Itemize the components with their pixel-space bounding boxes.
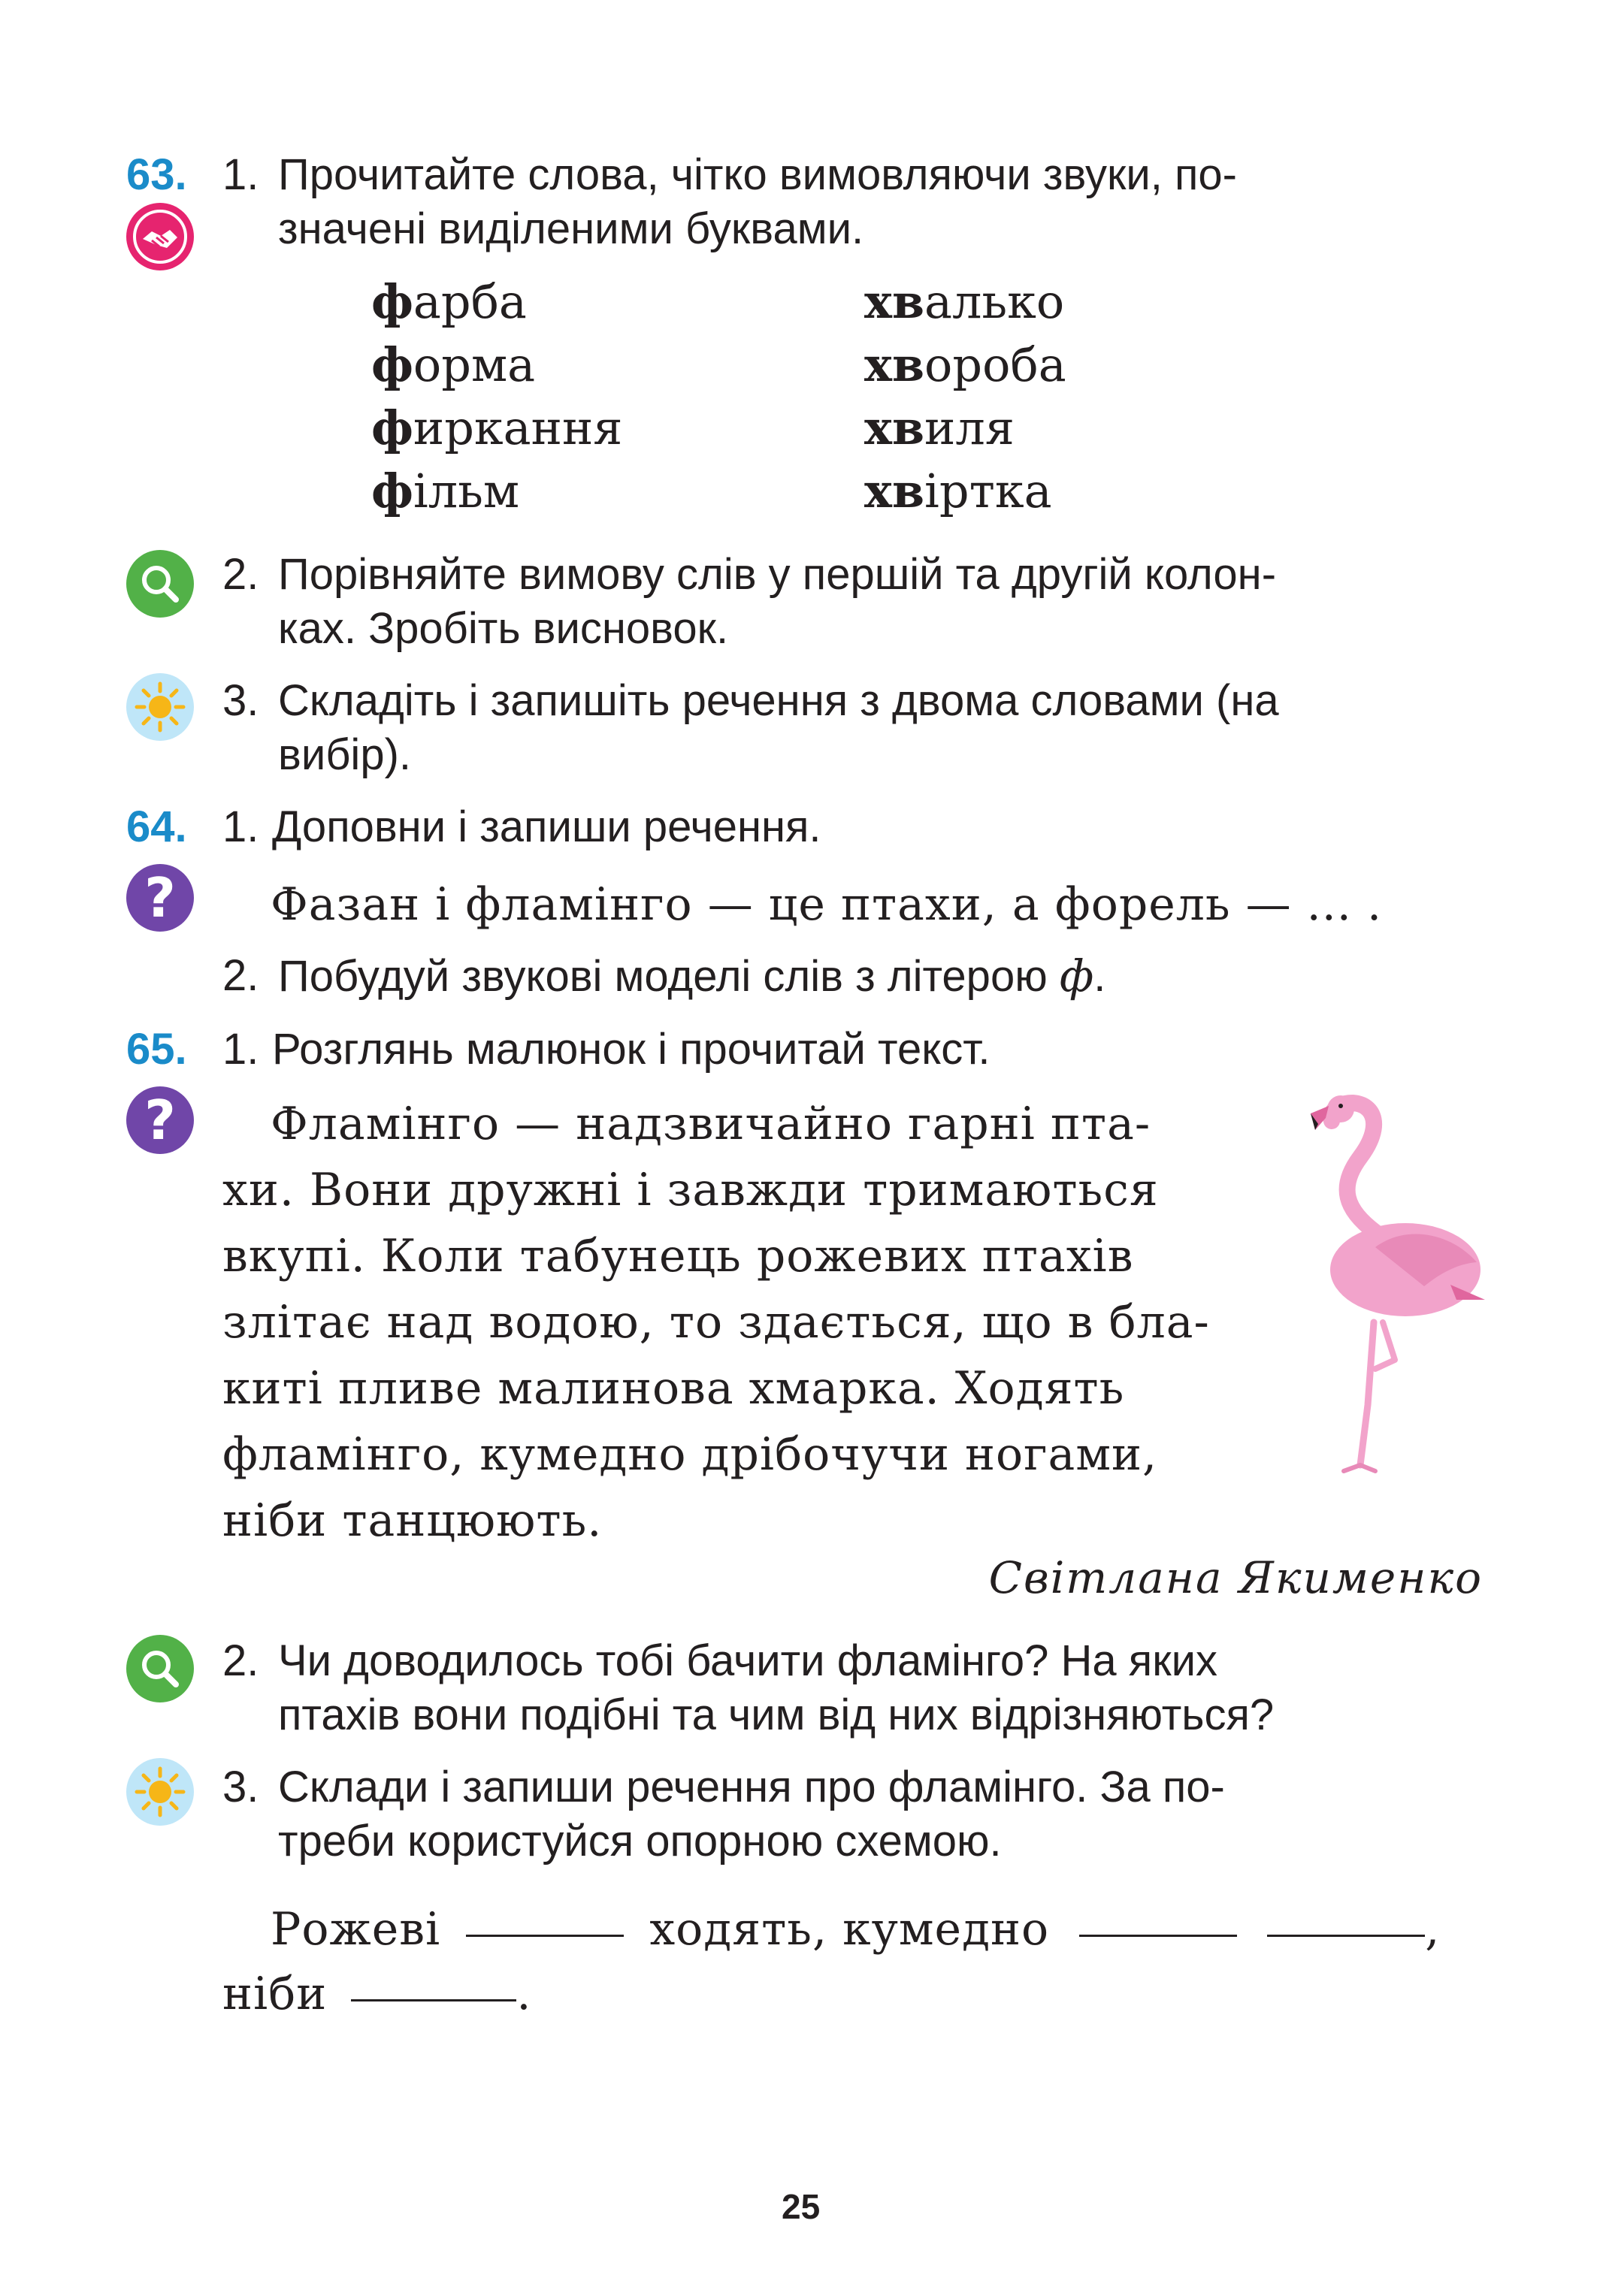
task-text: Доповни і запиши речення. [272, 802, 821, 851]
page-number: 25 [782, 2187, 821, 2226]
text-line: Фламінго — надзвичайно гарні пта- [271, 1098, 1151, 1150]
task-text: ках. Зробіть висновок. [278, 604, 729, 653]
task-text: вибір). [278, 730, 412, 779]
word-item: хвалько [864, 274, 1065, 329]
task-number: 3. [222, 676, 259, 725]
task-text: Чи доводилось тобі бачити фламінго? На яких [278, 1636, 1217, 1685]
task-text: Прочитайте слова, чітко вимовляючи звуки, по- [278, 150, 1237, 199]
blank [351, 1999, 516, 2001]
letter-f: ф [1059, 950, 1094, 1001]
exercise-number-64: 64. [126, 802, 187, 851]
task-text: Склади і запиши речення про фламінго. За по- [278, 1763, 1225, 1811]
sentence-to-complete: Фазан і фламінго — це птахи, а форель — ... . [271, 878, 1383, 931]
text-line: фламінго, кумедно дрібочучи ногами, [222, 1428, 1158, 1481]
sun-icon [126, 673, 194, 741]
task-text: Розглянь малюнок і прочитай текст. [272, 1025, 991, 1074]
task-text: Побудуй звукові моделі слів з літерою ф. [278, 950, 1106, 1001]
blank [1079, 1935, 1237, 1937]
task-number: 2. [222, 550, 259, 599]
flamingo-illustration [1263, 1074, 1488, 1480]
word-item: фиркання [371, 400, 623, 455]
task-text: Складіть і запишіть речення з двома словами (на [278, 676, 1279, 725]
support-scheme-line-2: ніби . [222, 1968, 532, 2020]
word-item: фарба [371, 274, 527, 329]
blank [1267, 1935, 1425, 1937]
task-text: значені виділеними буквами. [278, 204, 864, 253]
word-item: хвіртка [864, 464, 1052, 518]
task-number: 2. [222, 1636, 259, 1685]
question-icon: ? [126, 864, 194, 932]
task-text: Порівняйте вимову слів у першій та другій колон- [278, 550, 1277, 599]
task-number: 1. [222, 1025, 259, 1074]
task-number: 2. [222, 951, 259, 1000]
reading-text [222, 1091, 1222, 1554]
text-line: вкупі. Коли табунець рожевих птахів [222, 1230, 1134, 1282]
magnifier-icon [126, 550, 194, 618]
exercise-number-63: 63. [126, 150, 187, 199]
support-scheme-line-1: Рожеві ходять, кумедно , [271, 1903, 1441, 1956]
word-item: хвиля [864, 400, 1015, 455]
task-text: треби користуйся опорною схемою. [278, 1817, 1002, 1866]
text-line: хи. Вони дружні і завжди тримаються [222, 1164, 1159, 1216]
word-item: форма [371, 337, 536, 392]
author: Світлана Якименко [988, 1552, 1483, 1603]
task-number: 1. [222, 802, 259, 851]
handshake-icon [126, 203, 194, 270]
magnifier-icon [126, 1635, 194, 1702]
task-number: 1. [222, 150, 259, 199]
word-item: хвороба [864, 337, 1066, 392]
task-number: 3. [222, 1763, 259, 1811]
text-line: киті пливе малинова хмарка. Ходять [222, 1362, 1125, 1415]
sun-icon [126, 1758, 194, 1826]
word-column-right [864, 270, 1240, 523]
text-line: злітає над водою, то здається, що в бла- [222, 1296, 1210, 1349]
text-line: ніби танцюють. [222, 1494, 603, 1547]
blank [466, 1935, 624, 1937]
word-column-left [371, 270, 747, 523]
task-text: птахів вони подібні та чим від них відрізняються? [278, 1690, 1275, 1739]
word-item: фільм [371, 464, 520, 518]
exercise-number-65: 65. [126, 1025, 187, 1074]
question-icon: ? [126, 1086, 194, 1154]
